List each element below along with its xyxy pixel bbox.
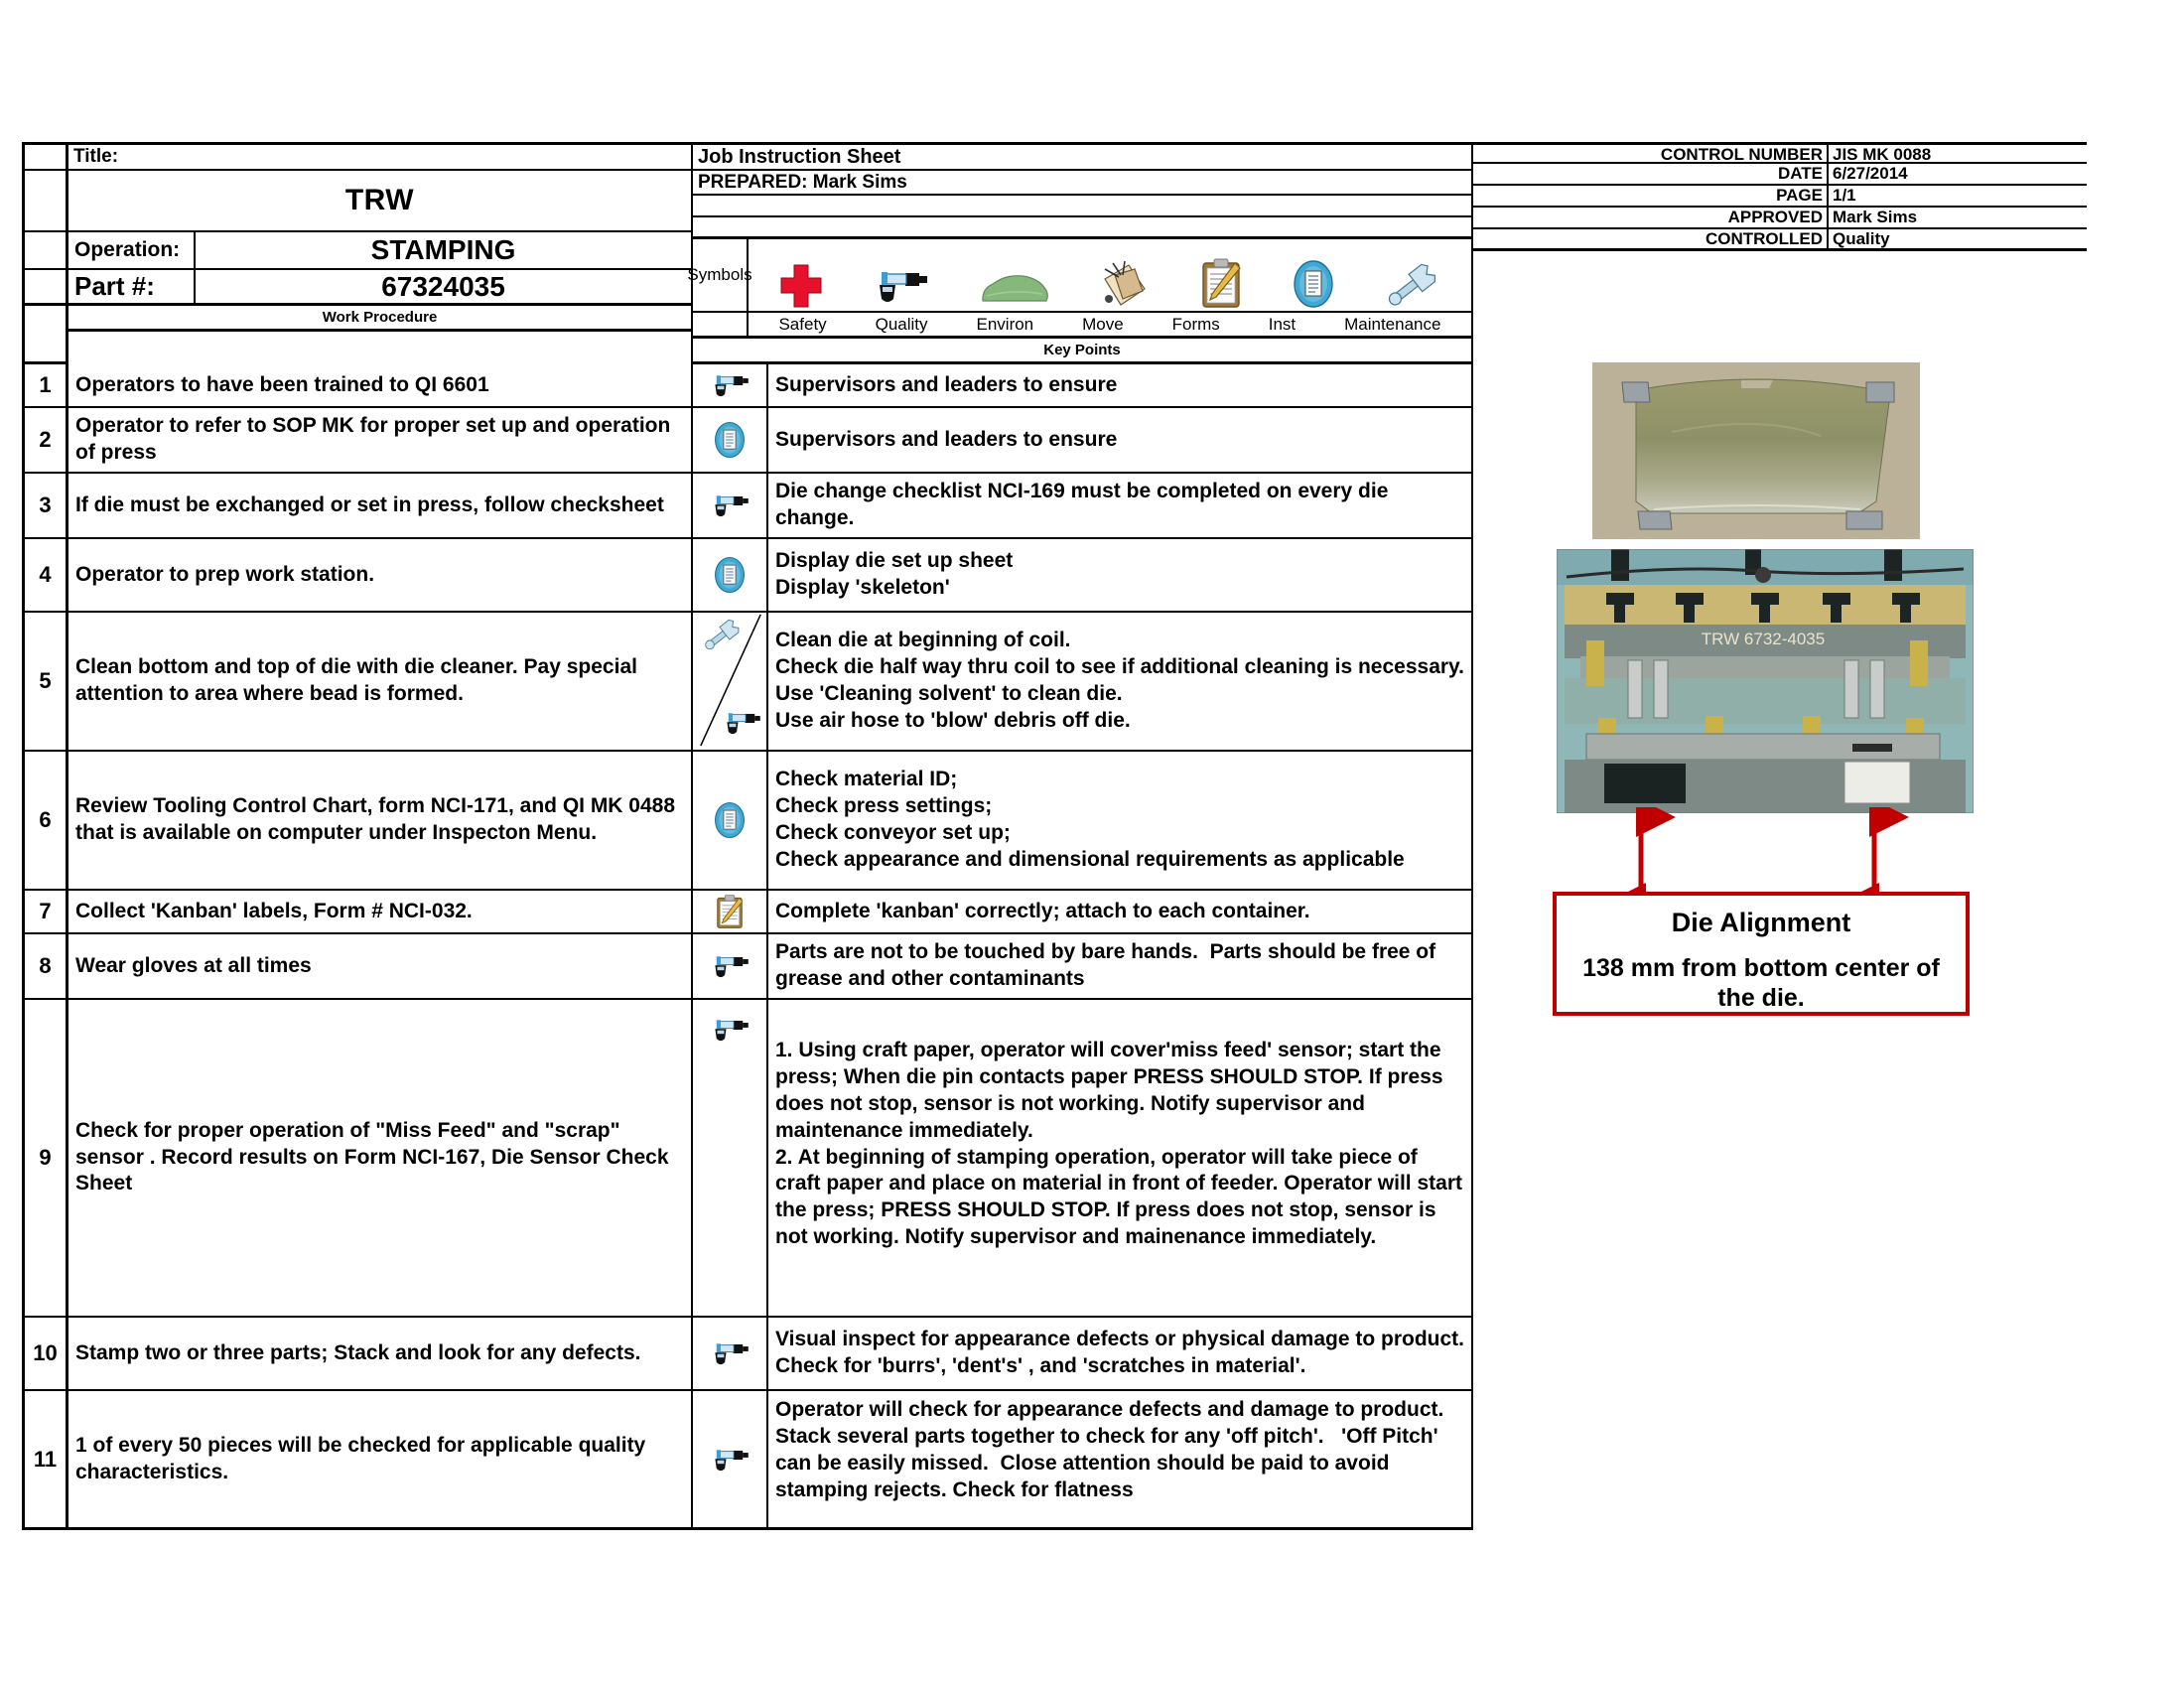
table-row xyxy=(25,613,1471,752)
row-procedure: Stamp two or three parts; Stack and look for any defects. xyxy=(68,1318,693,1389)
symbol-label-move: Move xyxy=(1082,314,1124,334)
page-row xyxy=(1473,186,2087,208)
operation-row xyxy=(68,232,691,270)
micrometer-icon xyxy=(709,950,751,982)
symbol-label-environ: Environ xyxy=(976,314,1034,334)
controlled-label: CONTROLLED xyxy=(1705,229,1823,248)
key-point-line: Display die set up sheet xyxy=(775,549,1014,573)
row-key-points xyxy=(768,752,1471,889)
key-point-line: Clean die at beginning of coil. xyxy=(775,629,1071,652)
stamped-part-photo xyxy=(1592,362,1920,539)
controlled-value: Quality xyxy=(1827,229,2087,248)
row-key-points xyxy=(768,408,1471,472)
key-point-line: Use 'Cleaning solvent' to clean die. xyxy=(775,682,1123,705)
callout-title: Die Alignment xyxy=(1671,908,1851,937)
header-number-spacer xyxy=(25,145,68,364)
row-number: 11 xyxy=(25,1391,68,1527)
row-number: 1 xyxy=(25,364,68,406)
date-value: 6/27/2014 xyxy=(1827,164,2087,184)
row-symbol xyxy=(693,408,768,472)
header-blank-row-1 xyxy=(693,196,1471,217)
micrometer-icon xyxy=(872,263,929,309)
key-point-line: Visual inspect for appearance defects or physical damage to product. xyxy=(775,1328,1464,1351)
header-symbols-block xyxy=(687,145,1471,364)
approved-label: APPROVED xyxy=(1727,208,1823,226)
key-point-line: Check die half way thru coil to see if additional cleaning is necessary. xyxy=(775,655,1464,679)
row-number: 10 xyxy=(25,1318,68,1389)
key-point-line: Supervisors and leaders to ensure xyxy=(775,372,1118,396)
row-symbol xyxy=(693,613,768,750)
row-procedure: Check for proper operation of "Miss Feed" and "scrap" sensor . Record results on Form NCI-167, Die Sensor Check Sheet xyxy=(68,1000,693,1316)
key-point-line: Complete 'kanban' correctly; attach to each container. xyxy=(775,899,1310,922)
table-header-block xyxy=(25,145,1471,364)
table-row xyxy=(25,934,1471,1000)
row-key-points xyxy=(768,613,1471,750)
key-point-line: Operator will check for appearance defects and damage to product. Stack several parts together to check for any 'off pitch'. 'Off Pitch' can be easily missed. Close attention should be paid to avoid stamping rejects. Check for flatness xyxy=(775,1398,1456,1501)
symbol-label-maintenance: Maintenance xyxy=(1344,314,1441,334)
key-point-line: Use air hose to 'blow' debris off die. xyxy=(775,708,1131,732)
key-point-line: Check press settings; xyxy=(775,794,993,818)
control-block xyxy=(1473,142,2087,251)
prepared-by: PREPARED: Mark Sims xyxy=(693,171,1471,196)
row-symbol xyxy=(693,539,768,611)
row-number: 3 xyxy=(25,474,68,537)
key-point-line: Check conveyor set up; xyxy=(775,821,1011,844)
row-symbol xyxy=(693,891,768,932)
row-procedure: Clean bottom and top of die with die cleaner. Pay special attention to area where bead is formed. xyxy=(68,613,693,750)
symbols-icon-band xyxy=(687,239,1471,313)
sheet-container xyxy=(22,142,2087,1530)
controlled-row xyxy=(1473,229,2087,251)
clipboard-pencil-icon xyxy=(1199,257,1243,309)
symbols-name-band xyxy=(693,313,1471,339)
table-row xyxy=(25,474,1471,539)
key-point-line: 1. Using craft paper, operator will cover'miss feed' sensor; start the press; When die pin contacts paper PRESS SHOULD STOP. If press does not stop, sensor is not working. Notify supervisor and maintenance immediately. xyxy=(775,1039,1449,1142)
page-label: PAGE xyxy=(1776,186,1823,205)
key-points-header: Key Points xyxy=(693,339,1471,364)
approved-value: Mark Sims xyxy=(1827,208,2087,227)
micrometer-icon xyxy=(709,490,751,521)
row-symbol xyxy=(693,934,768,998)
symbols-name-spacer xyxy=(693,313,749,336)
row-symbol xyxy=(693,364,768,406)
wrench-icon xyxy=(701,619,743,652)
row-key-points xyxy=(768,891,1471,932)
wrench-icon xyxy=(1383,263,1440,309)
part-value: 67324035 xyxy=(381,270,505,302)
table-row xyxy=(25,539,1471,613)
row-number: 9 xyxy=(25,1000,68,1316)
die-alignment-callout xyxy=(1553,892,1970,1016)
work-instruction-table xyxy=(22,142,1473,1530)
micrometer-icon xyxy=(709,369,751,401)
work-procedure-header: Work Procedure xyxy=(68,306,691,332)
table-row xyxy=(25,1391,1471,1530)
red-cross-icon xyxy=(779,263,823,309)
row-procedure: Operator to refer to SOP MK for proper set up and operation of press xyxy=(68,408,693,472)
part-row xyxy=(68,270,691,306)
control-number-row xyxy=(1473,142,2087,164)
key-point-line: Display 'skeleton' xyxy=(775,576,950,599)
operation-label: Operation: xyxy=(68,232,196,268)
table-row xyxy=(25,891,1471,934)
symbols-icon-list xyxy=(749,239,1471,311)
row-symbol xyxy=(693,752,768,889)
key-point-line: Supervisors and leaders to ensure xyxy=(775,427,1118,451)
row-number: 7 xyxy=(25,891,68,932)
row-number: 4 xyxy=(25,539,68,611)
row-number: 8 xyxy=(25,934,68,998)
symbol-cell-inst xyxy=(1293,259,1334,309)
row-symbol xyxy=(693,1000,768,1316)
table-row xyxy=(25,408,1471,474)
row-key-points xyxy=(768,1318,1471,1389)
key-point-line: Die change checklist NCI-169 must be completed on every die change. xyxy=(775,480,1395,529)
table-row xyxy=(25,1000,1471,1318)
symbol-cell-environ xyxy=(979,269,1050,309)
die-in-press-photo xyxy=(1557,549,1974,813)
row-key-points xyxy=(768,1000,1471,1316)
row-procedure: Review Tooling Control Chart, form NCI-171, and QI MK 0488 that is available on computer under Inspecton Menu. xyxy=(68,752,693,889)
header-title-block xyxy=(68,145,693,364)
symbol-cell-safety xyxy=(779,263,823,309)
key-point-line: Check material ID; xyxy=(775,768,958,791)
micrometer-icon xyxy=(709,1014,751,1046)
control-number-label: CONTROL NUMBER xyxy=(1660,145,1823,162)
symbols-names xyxy=(749,313,1471,336)
row-symbol xyxy=(693,474,768,537)
key-point-line: Parts are not to be touched by bare hands. Parts should be free of grease and other contaminants xyxy=(775,940,1441,990)
row-number: 5 xyxy=(25,613,68,750)
symbols-label: Symbols xyxy=(693,239,749,311)
key-point-line: Check for 'burrs', 'dent's' , and 'scratches in material'. xyxy=(775,1354,1306,1377)
control-and-images-column xyxy=(1473,142,2087,1393)
instruction-document-icon xyxy=(1293,259,1334,309)
instruction-document-icon xyxy=(714,556,746,594)
symbol-label-quality: Quality xyxy=(875,314,928,334)
sheet-title: Job Instruction Sheet xyxy=(693,145,1471,171)
table-row xyxy=(25,364,1471,408)
row-number: 6 xyxy=(25,752,68,889)
operation-value: STAMPING xyxy=(370,234,516,265)
page-value: 1/1 xyxy=(1827,186,2087,206)
row-procedure: Operator to prep work station. xyxy=(68,539,693,611)
symbol-label-forms: Forms xyxy=(1171,314,1220,334)
table-row xyxy=(25,1318,1471,1391)
approved-row xyxy=(1473,208,2087,229)
symbol-label-safety: Safety xyxy=(778,314,827,334)
row-key-points xyxy=(768,539,1471,611)
control-number-value: JIS MK 0088 xyxy=(1827,145,2087,162)
callout-body: 138 mm from bottom center of the die. xyxy=(1582,954,1940,1012)
row-key-points xyxy=(768,364,1471,406)
clipboard-pencil-icon xyxy=(715,893,745,930)
title-label: Title: xyxy=(68,145,691,171)
row-procedure: If die must be exchanged or set in press, follow checksheet xyxy=(68,474,693,537)
symbol-label-inst: Inst xyxy=(1268,314,1297,334)
row-procedure: Operators to have been trained to QI 6601 xyxy=(68,364,693,406)
instruction-document-icon xyxy=(714,421,746,459)
part-label: Part #: xyxy=(68,270,196,303)
row-symbol xyxy=(693,1391,768,1527)
instruction-document-icon xyxy=(714,801,746,839)
header-blank-row-2 xyxy=(693,217,1471,239)
row-procedure: Wear gloves at all times xyxy=(68,934,693,998)
symbol-cell-forms xyxy=(1199,257,1243,309)
symbol-cell-move xyxy=(1099,259,1151,309)
procedure-rows xyxy=(25,364,1471,1530)
symbol-cell-quality xyxy=(872,263,929,309)
date-label: DATE xyxy=(1777,164,1823,183)
micrometer-icon xyxy=(709,1337,751,1369)
row-procedure: Collect 'Kanban' labels, Form # NCI-032. xyxy=(68,891,693,932)
date-row xyxy=(1473,164,2087,186)
company-name: TRW xyxy=(68,171,691,232)
row-symbol xyxy=(693,1318,768,1389)
table-row xyxy=(25,752,1471,891)
micrometer-icon xyxy=(721,707,762,739)
row-key-points xyxy=(768,474,1471,537)
row-number: 2 xyxy=(25,408,68,472)
row-key-points xyxy=(768,1391,1471,1527)
key-point-line: 2. At beginning of stamping operation, operator will take piece of craft paper and place on material in front of feeder. Operator will start the press; PRESS SHOULD STOP. If press does not stop, sensor is not working. Notify supervisor and mainenance immediately. xyxy=(775,1145,1468,1249)
move-cart-icon xyxy=(1099,259,1151,309)
symbol-cell-maintenance xyxy=(1383,263,1440,309)
row-key-points xyxy=(768,934,1471,998)
micrometer-icon xyxy=(709,1444,751,1476)
row-procedure: 1 of every 50 pieces will be checked for applicable quality characteristics. xyxy=(68,1391,693,1527)
die-marking-text: TRW 6732-4035 xyxy=(1701,630,1826,648)
green-car-icon xyxy=(979,269,1050,309)
key-point-line: Check appearance and dimensional requirements as applicable xyxy=(775,847,1405,871)
